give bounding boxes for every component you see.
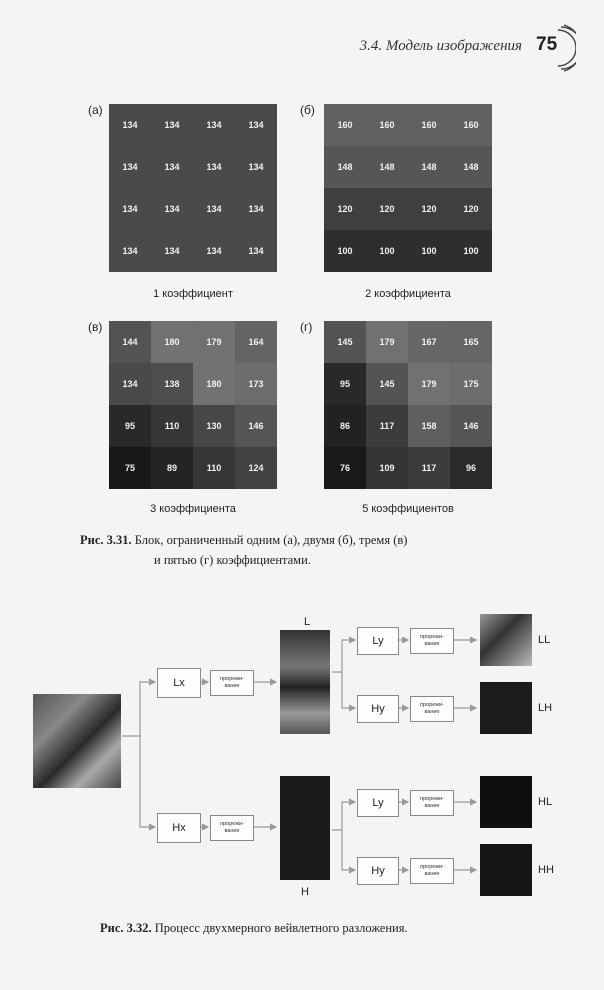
decimation-label: прорежи- — [420, 796, 444, 802]
coefficient-cell: 167 — [408, 321, 450, 363]
coefficient-cell: 134 — [193, 146, 235, 188]
coefficient-cell: 120 — [324, 188, 366, 230]
coefficient-cell: 146 — [235, 405, 277, 447]
image-hh — [480, 844, 532, 896]
decimation-label: вание — [224, 828, 240, 834]
coefficient-cell: 109 — [366, 447, 408, 489]
coefficient-cell: 134 — [235, 104, 277, 146]
coefficient-cell: 117 — [408, 447, 450, 489]
image-hl — [480, 776, 532, 828]
panel-g-caption: 5 коэффициентов — [362, 503, 454, 515]
output-ll-label: LL — [538, 634, 551, 646]
coefficient-cell: 164 — [235, 321, 277, 363]
panel-a-caption: 1 коэффициент — [153, 288, 233, 300]
figure-332-caption-text: Процесс двухмерного вейвлетного разложения. — [154, 921, 408, 935]
figure-331-caption-text-2: и пятью (г) коэффициентами. — [154, 553, 311, 567]
decimation-label: вание — [424, 871, 440, 877]
coefficient-cell: 160 — [324, 104, 366, 146]
coefficient-cell: 124 — [235, 447, 277, 489]
panel-a-grid — [109, 104, 277, 272]
coefficient-cell: 134 — [235, 188, 277, 230]
input-image — [33, 694, 121, 788]
panel-b-grid — [324, 104, 492, 272]
coefficient-cell: 165 — [450, 321, 492, 363]
image-h — [280, 776, 330, 880]
coefficient-cell: 148 — [366, 146, 408, 188]
coefficient-cell: 100 — [366, 230, 408, 272]
decimation-label: прорежи- — [420, 702, 444, 708]
coefficient-cell: 134 — [193, 230, 235, 272]
coefficient-cell: 160 — [408, 104, 450, 146]
coefficient-cell: 134 — [193, 104, 235, 146]
coefficient-cell: 76 — [324, 447, 366, 489]
filter-ly-bottom: Ly — [357, 789, 399, 817]
filter-lx: Lx — [157, 668, 201, 698]
coefficient-cell: 95 — [109, 405, 151, 447]
panel-v-caption: 3 коэффициента — [150, 503, 236, 515]
panel-v-grid — [109, 321, 277, 489]
panel-b-caption: 2 коэффициента — [365, 288, 451, 300]
coefficient-cell: 134 — [235, 230, 277, 272]
coefficient-cell: 134 — [235, 146, 277, 188]
output-l-label: L — [304, 616, 311, 628]
image-ll — [480, 614, 532, 666]
running-title: 3.4. Модель изображения — [359, 38, 522, 54]
coefficient-cell: 89 — [151, 447, 193, 489]
page-number: 75 — [536, 34, 558, 55]
coefficient-cell: 148 — [408, 146, 450, 188]
coefficient-cell: 145 — [324, 321, 366, 363]
decimation-box-6 — [410, 858, 454, 884]
coefficient-cell: 148 — [324, 146, 366, 188]
coefficient-cell: 138 — [151, 363, 193, 405]
coefficient-cell: 134 — [151, 188, 193, 230]
coefficient-cell: 134 — [109, 230, 151, 272]
decimation-label: прорежи- — [220, 676, 244, 682]
coefficient-cell: 120 — [450, 188, 492, 230]
output-lh-label: LH — [538, 702, 553, 714]
coefficient-cell: 134 — [109, 104, 151, 146]
coefficient-cell: 120 — [408, 188, 450, 230]
filter-hy-bottom: Hy — [357, 857, 399, 885]
filter-hy-top: Hy — [357, 695, 399, 723]
panel-v-label: (в) — [88, 320, 103, 334]
coefficient-cell: 180 — [193, 363, 235, 405]
decimation-label: прорежи- — [220, 821, 244, 827]
decimation-box-4 — [410, 696, 454, 722]
output-hl-label: HL — [538, 796, 553, 808]
coefficient-cell: 148 — [450, 146, 492, 188]
coefficient-cell: 100 — [408, 230, 450, 272]
coefficient-cell: 110 — [193, 447, 235, 489]
coefficient-cell: 158 — [408, 405, 450, 447]
coefficient-cell: 134 — [151, 104, 193, 146]
coefficient-cell: 134 — [151, 230, 193, 272]
panel-b-label: (б) — [300, 103, 315, 117]
image-lh — [480, 682, 532, 734]
decimation-box-1 — [210, 670, 254, 696]
coefficient-cell: 160 — [450, 104, 492, 146]
panel-g-grid — [324, 321, 492, 489]
figure-331-caption — [80, 530, 407, 550]
decimation-label: вание — [224, 683, 240, 689]
decimation-box-2 — [210, 815, 254, 841]
coefficient-cell: 144 — [109, 321, 151, 363]
coefficient-cell: 134 — [151, 146, 193, 188]
coefficient-cell: 120 — [366, 188, 408, 230]
coefficient-cell: 95 — [324, 363, 366, 405]
coefficient-cell: 130 — [193, 405, 235, 447]
decimation-label: прорежи- — [420, 634, 444, 640]
coefficient-cell: 117 — [366, 405, 408, 447]
decimation-label: вание — [424, 641, 440, 647]
decimation-box-5 — [410, 790, 454, 816]
coefficient-cell: 86 — [324, 405, 366, 447]
coefficient-cell: 134 — [193, 188, 235, 230]
coefficient-cell: 179 — [408, 363, 450, 405]
coefficient-cell: 160 — [366, 104, 408, 146]
decimation-label: прорежи- — [420, 864, 444, 870]
filter-hx: Hx — [157, 813, 201, 843]
decimation-label: вание — [424, 709, 440, 715]
output-h-label: H — [301, 886, 309, 898]
coefficient-cell: 134 — [109, 188, 151, 230]
decimation-box-3 — [410, 628, 454, 654]
image-l — [280, 630, 330, 734]
decimation-label: вание — [424, 803, 440, 809]
coefficient-cell: 179 — [366, 321, 408, 363]
panel-g-label: (г) — [300, 320, 313, 334]
figure-331-caption-label: Рис. 3.31. — [80, 533, 132, 547]
coefficient-cell: 175 — [450, 363, 492, 405]
figure-332-caption — [100, 918, 408, 938]
coefficient-cell: 146 — [450, 405, 492, 447]
figure-332-caption-label: Рис. 3.32. — [100, 921, 152, 935]
coefficient-cell: 180 — [151, 321, 193, 363]
figure-331-caption-text-1: Блок, ограниченный одним (а), двумя (б), тремя (в) — [134, 533, 408, 547]
coefficient-cell: 173 — [235, 363, 277, 405]
coefficient-cell: 75 — [109, 447, 151, 489]
coefficient-cell: 134 — [109, 363, 151, 405]
coefficient-cell: 96 — [450, 447, 492, 489]
coefficient-cell: 100 — [324, 230, 366, 272]
coefficient-cell: 134 — [109, 146, 151, 188]
output-hh-label: HH — [538, 864, 554, 876]
filter-ly-top: Ly — [357, 627, 399, 655]
panel-a-label: (а) — [88, 103, 103, 117]
coefficient-cell: 100 — [450, 230, 492, 272]
coefficient-cell: 179 — [193, 321, 235, 363]
coefficient-cell: 110 — [151, 405, 193, 447]
coefficient-cell: 145 — [366, 363, 408, 405]
